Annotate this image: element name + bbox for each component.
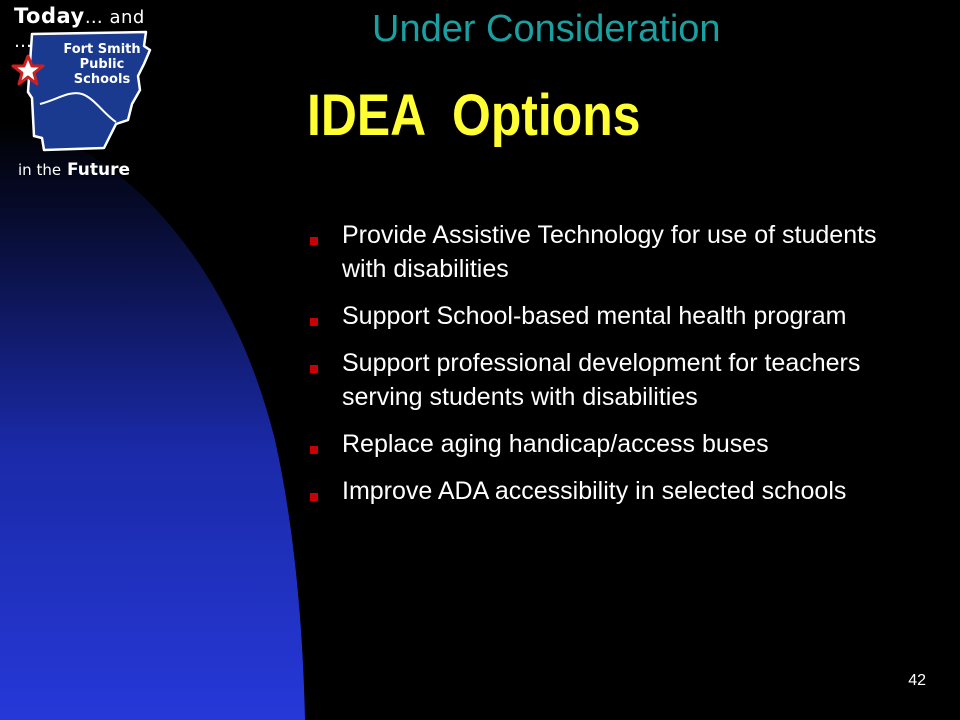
logo-future-text: in the Future [18, 160, 130, 180]
slide-subheading: Under Consideration [372, 8, 721, 50]
bullet-square-icon [310, 446, 318, 454]
bullet-square-icon [310, 318, 318, 326]
bullet-square-icon [310, 237, 318, 245]
bullet-item: Provide Assistive Technology for use of students with disabilities [308, 218, 908, 286]
bullet-square-icon [310, 493, 318, 501]
logo-today-text: Today… and … [14, 4, 145, 52]
bullet-list [308, 218, 908, 521]
slide-title: IDEA Options [307, 83, 641, 148]
bullet-square-icon [310, 365, 318, 373]
logo-school-name: Fort Smith Public Schools [63, 42, 141, 87]
bullet-item: Support professional development for teachers serving students with disabilities [308, 346, 908, 414]
bullet-item: Improve ADA accessibility in selected schools [308, 474, 908, 508]
slide-number: 42 [908, 672, 926, 689]
bullet-item: Replace aging handicap/access buses [308, 427, 908, 461]
school-logo [4, 2, 160, 188]
bullet-item: Support School-based mental health program [308, 299, 908, 333]
